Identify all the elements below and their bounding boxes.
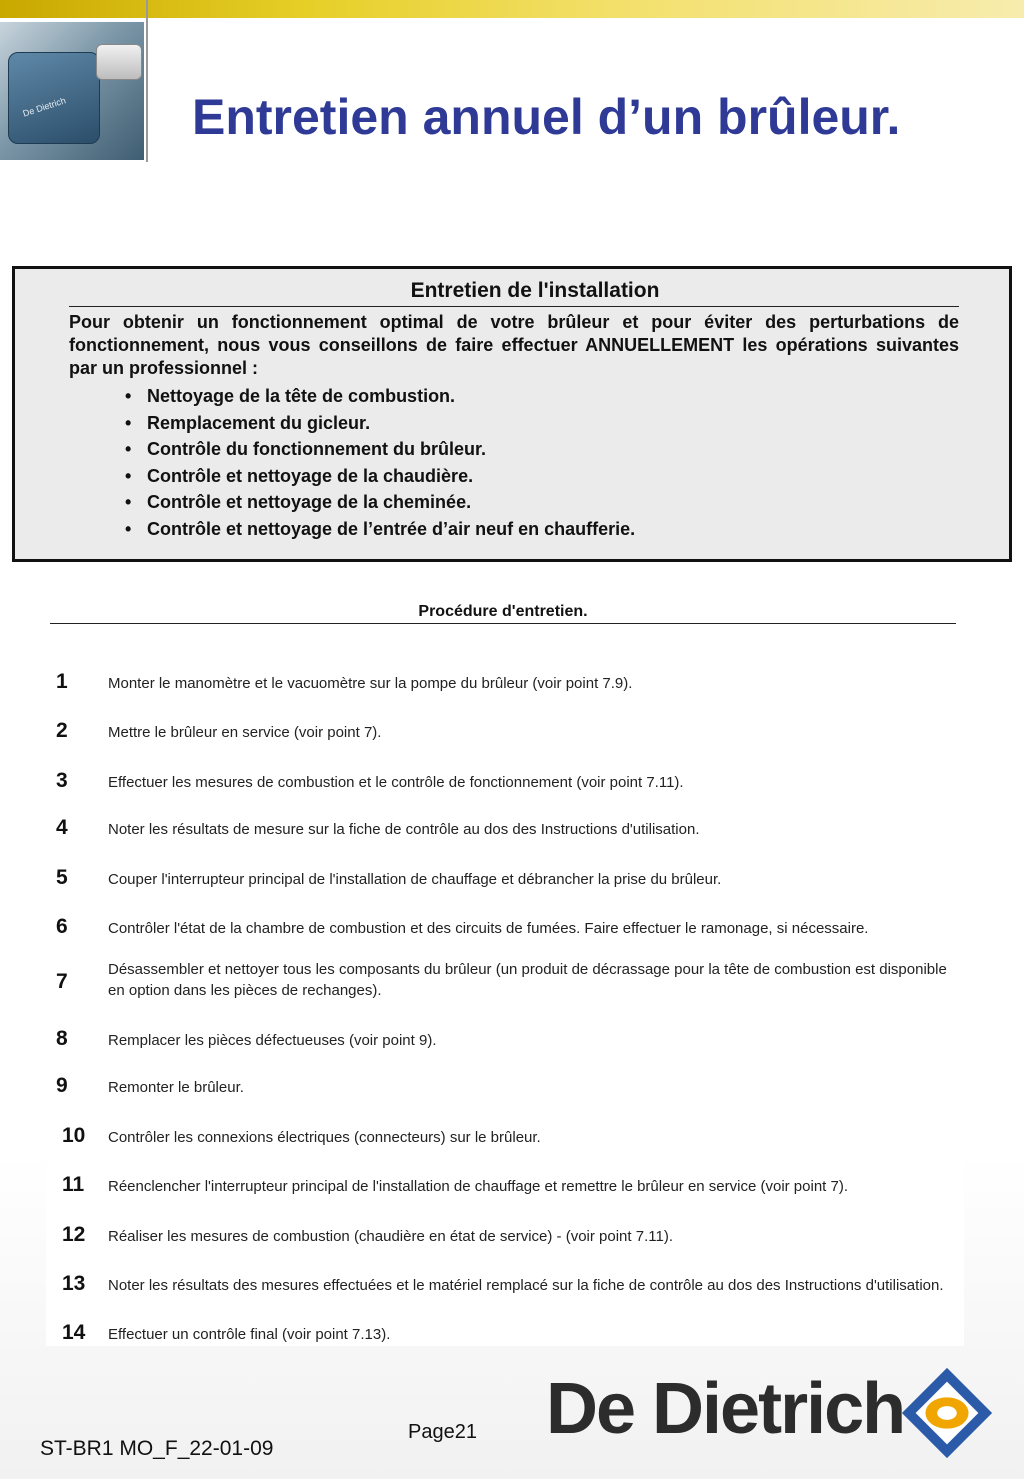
step-number: 10 xyxy=(62,1124,86,1147)
step-text: Remplacer les pièces défectueuses (voir point 9). xyxy=(108,1032,437,1049)
box-intro-text: Pour obtenir un fonctionnement optimal de votre brûleur et pour éviter des perturbations de fonctionnement, nous vous conseillons de faire effectuer ANNUELLEMENT les opérations suivantes par un professionnel : xyxy=(69,312,959,378)
maintenance-info-box xyxy=(12,266,1012,562)
bullet-icon: • xyxy=(125,412,132,433)
step-text: Noter les résultats de mesure sur la fiche de contrôle au dos des Instructions d'utilisation. xyxy=(108,821,700,838)
step-text: Noter les résultats des mesures effectuées et le matériel remplacé sur la fiche de contrôle au dos des Instructions d'utilisation. xyxy=(108,1277,944,1294)
list-item: • Contrôle du fonctionnement du brûleur. xyxy=(125,436,635,463)
step-text: Monter le manomètre et le vacuomètre sur la pompe du brûleur (voir point 7.9). xyxy=(108,675,633,692)
step-number: 8 xyxy=(56,1027,68,1050)
step-number: 6 xyxy=(56,915,68,938)
box-title: Entretien de l'installation xyxy=(410,279,660,302)
bullet-icon: • xyxy=(125,465,132,486)
header-divider xyxy=(146,0,148,162)
step-text: Désassembler et nettoyer tous les composants du brûleur (un produit de décrassage pour la tête de combustion est disponible en option dans les pièces de rechanges). xyxy=(108,961,947,999)
bullet-icon: • xyxy=(125,386,132,406)
step-text: Contrôler l'état de la chambre de combustion et des circuits de fumées. Faire effectuer le ramonage, si nécessaire. xyxy=(108,920,869,937)
brand-logo-wordmark: De Dietrich xyxy=(546,1369,905,1449)
page-title: Entretien annuel d’un brûleur. xyxy=(192,89,901,145)
step-number: 12 xyxy=(62,1223,86,1246)
step-text: Mettre le brûleur en service (voir point 7). xyxy=(108,724,382,741)
list-item: • Contrôle et nettoyage de l’entrée d’air neuf en chaufferie. xyxy=(125,516,635,543)
step-text: Contrôler les connexions électriques (connecteurs) sur le brûleur. xyxy=(108,1129,541,1146)
step-number: 3 xyxy=(56,769,68,792)
list-item: • Nettoyage de la tête de combustion. xyxy=(125,383,635,410)
bullet-icon: • xyxy=(125,492,132,513)
step-text: Réenclencher l'interrupteur principal de l'installation de chauffage et remettre le brûleur en service (voir point 7). xyxy=(108,1178,849,1195)
step-text: Effectuer les mesures de combustion et le contrôle de fonctionnement (voir point 7.11). xyxy=(108,774,684,791)
step-number: 13 xyxy=(62,1272,86,1295)
burner-product-image xyxy=(0,22,144,160)
step-number: 14 xyxy=(62,1321,86,1344)
list-item: • Contrôle et nettoyage de la chaudière. xyxy=(125,463,635,490)
burner-tube-shape xyxy=(96,44,142,80)
page-number: Page21 xyxy=(408,1421,477,1443)
procedure-title-rule xyxy=(50,623,956,624)
step-number: 5 xyxy=(56,866,68,889)
step-number: 11 xyxy=(62,1173,85,1196)
annual-operations-list xyxy=(125,383,635,543)
bullet-icon: • xyxy=(125,439,132,460)
list-item: • Contrôle et nettoyage de la cheminée. xyxy=(125,489,635,516)
diamond-core xyxy=(937,1406,957,1420)
bullet-icon: • xyxy=(125,518,132,539)
procedure-title: Procédure d'entretien. xyxy=(418,603,588,620)
procedure-steps xyxy=(46,660,964,1346)
step-text: Réaliser les mesures de combustion (chaudière en état de service) - (voir point 7.11). xyxy=(108,1228,673,1245)
step-text: Effectuer un contrôle final (voir point 7.13). xyxy=(108,1326,391,1343)
brand-diamond-icon xyxy=(898,1364,996,1462)
step-number: 7 xyxy=(56,970,68,993)
step-number: 2 xyxy=(56,719,68,742)
list-item: • Remplacement du gicleur. xyxy=(125,410,635,437)
box-title-rule xyxy=(69,306,959,307)
top-accent-bar xyxy=(0,0,1024,18)
burner-brand-label: De Dietrich xyxy=(21,95,67,119)
step-number: 4 xyxy=(56,816,68,839)
document-code: ST-BR1 MO_F_22-01-09 xyxy=(40,1437,274,1460)
step-text: Remonter le brûleur. xyxy=(108,1079,244,1096)
step-text: Couper l'interrupteur principal de l'installation de chauffage et débrancher la prise du brûleur. xyxy=(108,871,722,888)
step-number: 1 xyxy=(56,670,68,693)
step-number: 9 xyxy=(56,1074,68,1097)
